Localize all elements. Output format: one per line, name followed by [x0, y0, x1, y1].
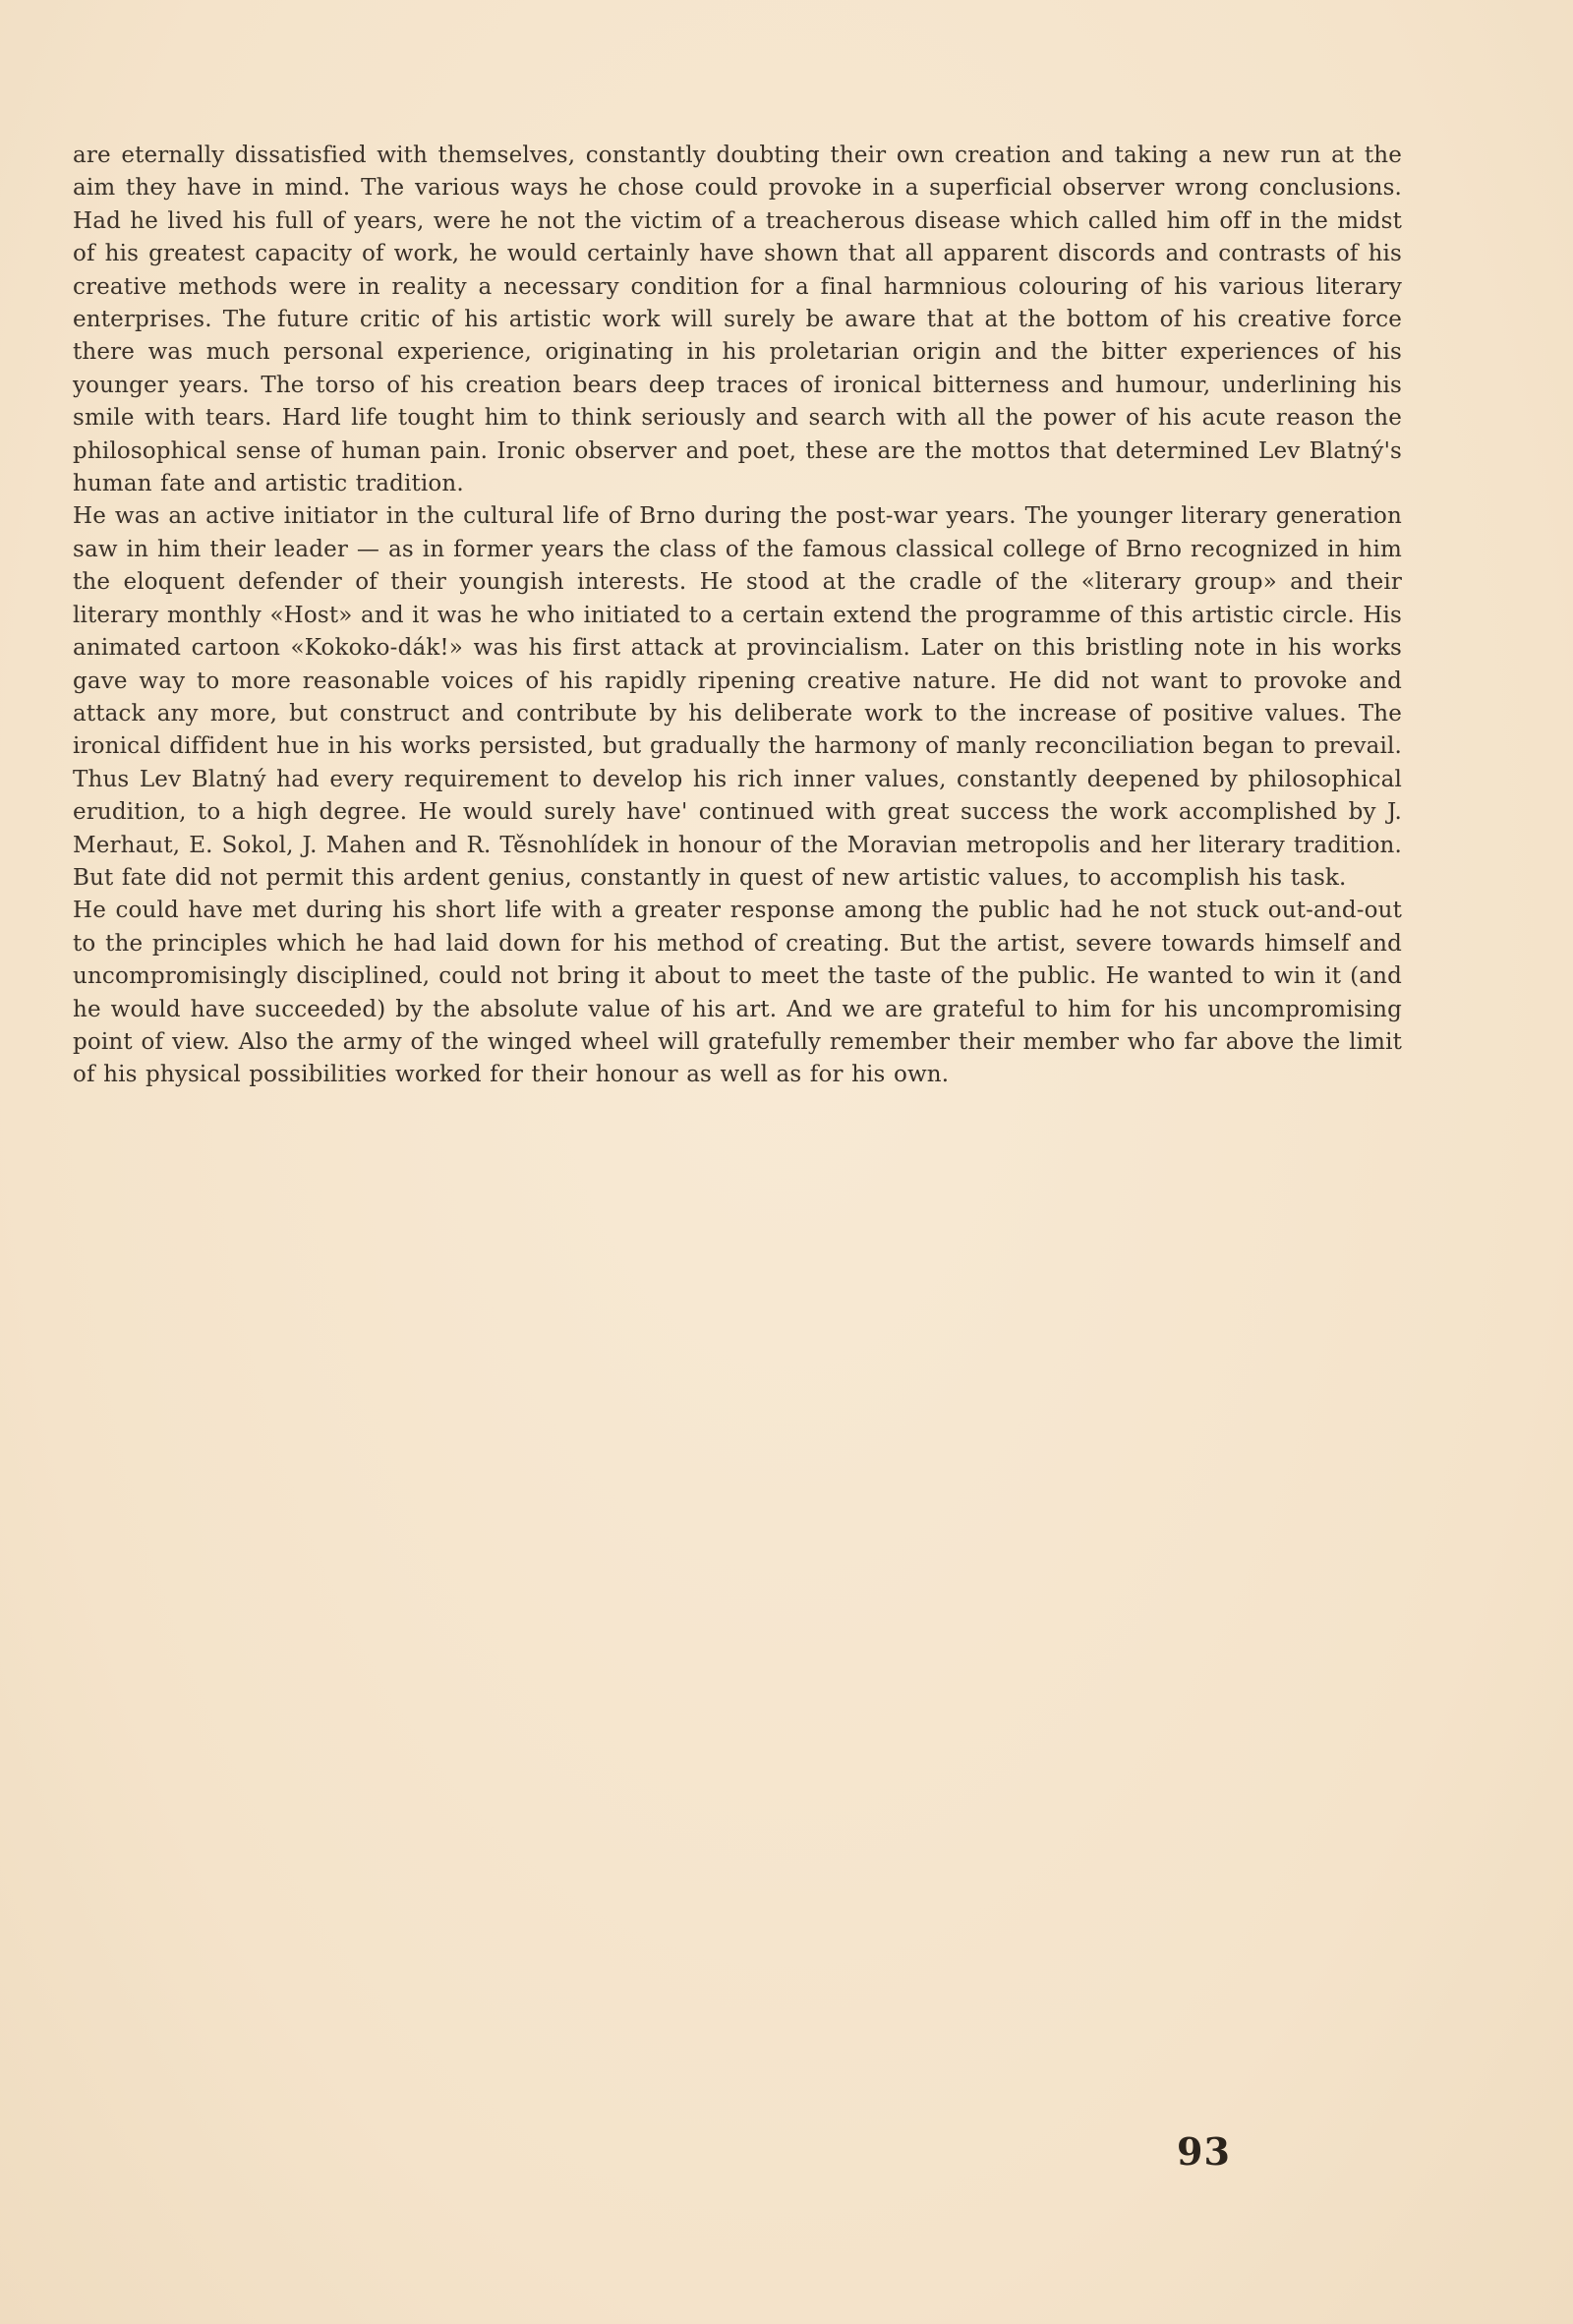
- page-number: 93: [1177, 2129, 1231, 2174]
- paragraph: are eternally dissatisfied with themselves, constantly doubting their own creation and taking a new run at the aim they have in mind. The various ways he chose could provoke in a superficial observer wrong conclusions. Had he lived his full of years, were he not the victim of a treacherous disease which called him off in the midst of his greatest capacity of work, he would certainly have shown that all apparent discords and contrasts of his creative methods were in reality a necessary condition for a final harmnious colouring of his various literary enterprises. The future critic of his artistic work will surely be aware that at the bottom of his creative force there was much personal experience, originating in his proletarian origin and the bitter experiences of his younger years. The torso of his creation bears deep traces of ironical bitterness and humour, underlining his smile with tears. Hard life tought him to think seriously and search with all the power of his acute reason the philosophical sense of human pain. Ironic observer and poet, these are the mottos that determined Lev Blatný's human fate and artistic tradition.: [73, 143, 1402, 497]
- article-body: [73, 140, 1402, 1092]
- paragraph: He could have met during his short life with a greater response among the public had he not stuck out-and-out to the principles which he had laid down for his method of creating. But the artist, severe towards himself and uncompromisingly disciplined, could not bring it about to meet the taste of the public. He wanted to win it (and he would have succeeded) by the absolute value of his art. And we are grateful to him for his uncompromising point of view. Also the army of the winged wheel will gratefully remember their member who far above the limit of his physical possibilities worked for their honour as well as for his own.: [73, 898, 1402, 1088]
- paragraph: He was an active initiator in the cultural life of Brno during the post-war years. The younger literary generation saw in him their leader — as in former years the class of the famous classical college of Brno recognized in him the eloquent defender of their youngish interests. He stood at the cradle of the «literary group» and their literary monthly «Host» and it was he who initiated to a certain extend the programme of this artistic circle. His animated cartoon «Kokoko-dák!» was his first attack at provincialism. Later on this bristling note in his works gave way to more reasonable voices of his rapidly ripening creative nature. He did not want to provoke and attack any more, but construct and contribute by his deliberate work to the increase of positive values. The ironical diffident hue in his works persisted, but gradually the harmony of manly reconciliation began to prevail. Thus Lev Blatný had every requirement to develop his rich inner values, constantly deepened by philosophical erudition, to a high degree. He would surely have' continued with great success the work accomplished by J. Merhaut, E. Sokol, J. Mahen and R. Těsnohlídek in honour of the Moravian metropolis and her literary tradition. But fate did not permit this ardent genius, constantly in quest of new artistic values, to accomplish his task.: [73, 503, 1402, 891]
